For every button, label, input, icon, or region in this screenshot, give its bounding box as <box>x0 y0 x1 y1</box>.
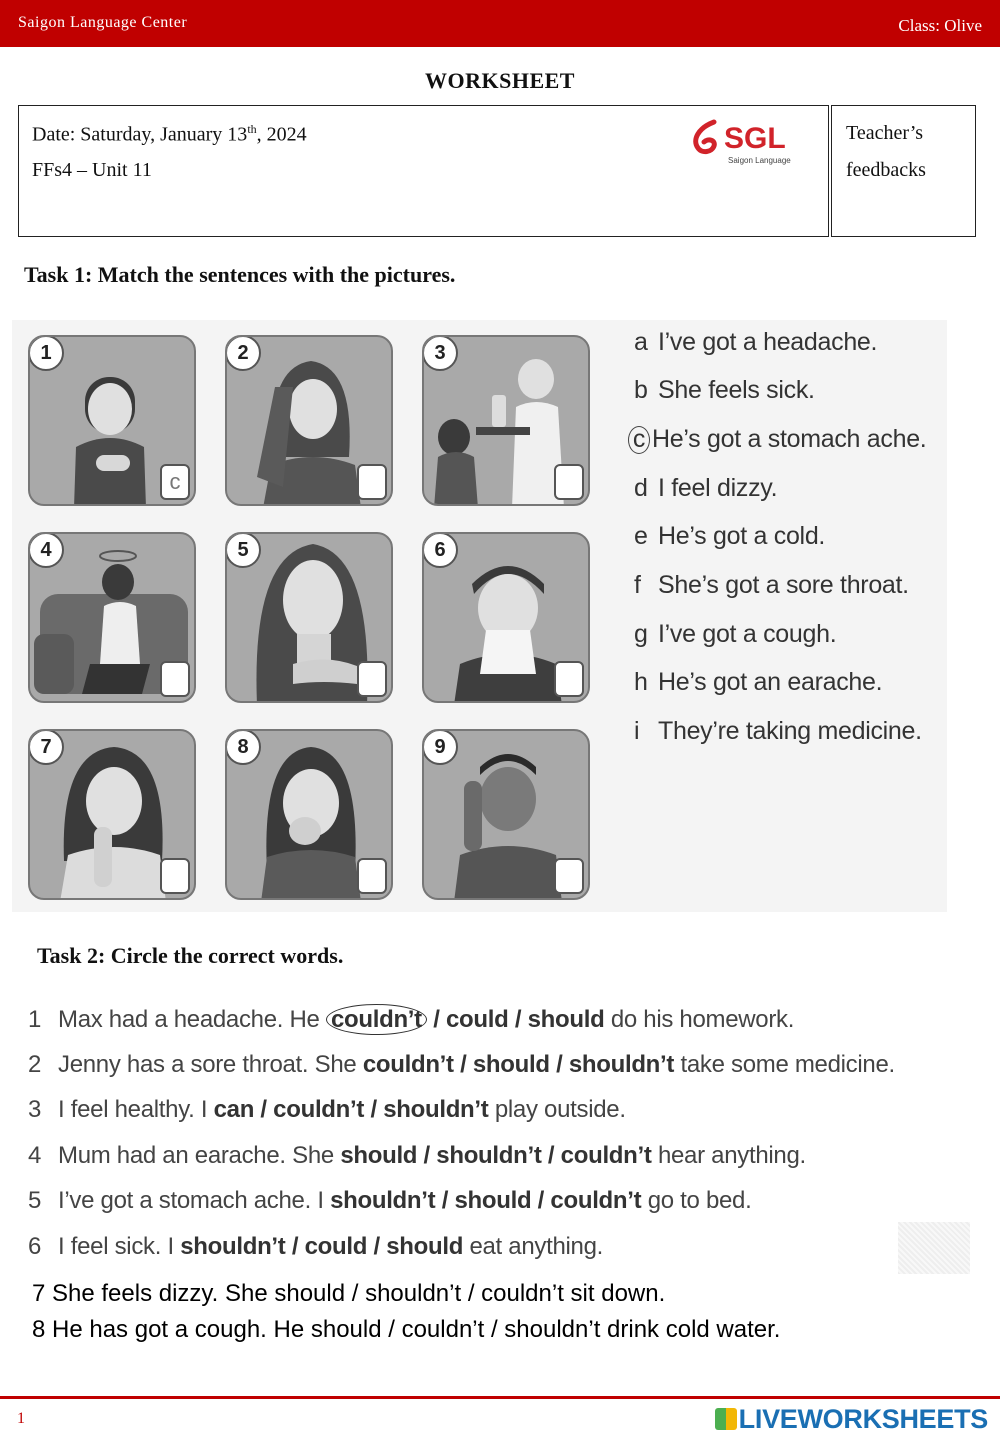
answer-box-5[interactable] <box>357 661 387 697</box>
option[interactable]: could <box>445 1006 509 1033</box>
sentence-a: a I’ve got a headache. <box>634 328 878 356</box>
sentence-g: g I’ve got a cough. <box>634 620 837 648</box>
sentence-e: e He’s got a cold. <box>634 522 826 550</box>
picture-3 <box>422 335 590 506</box>
answer-box-8[interactable] <box>357 858 387 894</box>
answer-box-7[interactable] <box>160 858 190 894</box>
logo-subtitle: Saigon Language <box>728 156 791 165</box>
school-name: Saigon Language Center <box>18 14 188 31</box>
sentence-i: i They’re taking medicine. <box>634 717 922 745</box>
task2-item-2: 2 Jenny has a sore throat. She couldn’t / should / shouldn’t take some medicine. <box>28 1051 895 1078</box>
picture-5 <box>225 532 393 703</box>
picture-number: 8 <box>225 729 261 765</box>
task2-item-1: 1 Max had a headache. He couldn’t / could / should do his homework. <box>28 1006 795 1033</box>
picture-number: 9 <box>422 729 458 765</box>
answer-box-4[interactable] <box>160 661 190 697</box>
task1-title: Task 1: Match the sentences with the pictures. <box>24 262 456 287</box>
task2-item-5: 5 I’ve got a stomach ache. I shouldn’t / should / couldn’t go to bed. <box>28 1187 752 1214</box>
liveworksheets-logo: LIVEWORKSHEETS <box>715 1404 988 1435</box>
task2-item-7: 7 She feels dizzy. She should / shouldn’t / couldn’t sit down. <box>32 1280 666 1307</box>
unit-line: FFs4 – Unit 11 <box>32 159 152 181</box>
option[interactable]: could <box>304 1233 368 1260</box>
sgl-logo <box>684 118 794 168</box>
task2-title: Task 2: Circle the correct words. <box>37 943 344 968</box>
option[interactable]: should <box>472 1051 550 1078</box>
info-box <box>18 105 829 237</box>
option[interactable]: should <box>340 1142 418 1169</box>
scan-smudge <box>898 1222 970 1274</box>
picture-6 <box>422 532 590 703</box>
option[interactable]: couldn’t <box>560 1142 652 1169</box>
date-line: Date: Saturday, January 13th, 2024 <box>32 122 307 146</box>
picture-number: 3 <box>422 335 458 371</box>
class-label: Class: Olive <box>898 16 982 35</box>
task2-item-4: 4 Mum had an earache. She should / shouldn’t / couldn’t hear anything. <box>28 1142 806 1169</box>
task2-item-3: 3 I feel healthy. I can / couldn’t / shouldn’t play outside. <box>28 1096 626 1123</box>
teacher-feedback-box[interactable] <box>831 105 976 237</box>
picture-number: 5 <box>225 532 261 568</box>
worksheet-title: WORKSHEET <box>425 68 575 93</box>
answer-box-9[interactable] <box>554 858 584 894</box>
picture-number: 4 <box>28 532 64 568</box>
answer-box-6[interactable] <box>554 661 584 697</box>
sentence-c: c He’s got a stomach ache. <box>628 425 926 454</box>
picture-7 <box>28 729 196 900</box>
picture-4 <box>28 532 196 703</box>
task2-item-6: 6 I feel sick. I shouldn’t / could / should eat anything. <box>28 1233 603 1260</box>
option[interactable]: couldn’t <box>550 1187 642 1214</box>
page-number: 1 <box>17 1410 25 1427</box>
option[interactable]: should <box>386 1233 464 1260</box>
picture-1 <box>28 335 196 506</box>
sentence-f: f She’s got a sore throat. <box>634 571 909 599</box>
answer-box-3[interactable] <box>554 464 584 500</box>
option-circled[interactable]: couldn’t <box>326 1004 427 1035</box>
picture-8 <box>225 729 393 900</box>
option[interactable]: can <box>213 1096 255 1123</box>
sentence-h: h He’s got an earache. <box>634 668 883 696</box>
option[interactable]: shouldn’t <box>180 1233 286 1260</box>
option[interactable]: shouldn’t <box>330 1187 436 1214</box>
answer-box-2[interactable] <box>357 464 387 500</box>
liveworksheets-icon <box>715 1408 737 1430</box>
picture-number: 7 <box>28 729 64 765</box>
option[interactable]: should <box>454 1187 532 1214</box>
option[interactable]: shouldn’t <box>568 1051 675 1078</box>
feedback-label-2: feedbacks <box>846 159 926 181</box>
picture-number: 6 <box>422 532 458 568</box>
option[interactable]: shouldn’t <box>436 1142 542 1169</box>
logo-text: SGL <box>724 122 786 155</box>
task2-item-8: 8 He has got a cough. He should / couldn’t / shouldn’t drink cold water. <box>32 1316 781 1343</box>
feedback-label-1: Teacher’s <box>846 122 924 144</box>
picture-number: 1 <box>28 335 64 371</box>
sgl-swoosh-icon <box>684 118 724 168</box>
option[interactable]: couldn’t <box>362 1051 454 1078</box>
picture-number: 2 <box>225 335 261 371</box>
picture-9 <box>422 729 590 900</box>
sentence-d: d I feel dizzy. <box>634 474 778 502</box>
option[interactable]: couldn’t <box>273 1096 365 1123</box>
sentence-b: b She feels sick. <box>634 376 815 404</box>
footer-divider <box>0 1396 1000 1399</box>
answer-box-1[interactable]: c <box>160 464 190 500</box>
picture-2 <box>225 335 393 506</box>
circled-letter: c <box>628 426 650 454</box>
option[interactable]: should <box>527 1006 605 1033</box>
header-bar <box>0 0 1000 47</box>
option[interactable]: shouldn’t <box>383 1096 489 1123</box>
